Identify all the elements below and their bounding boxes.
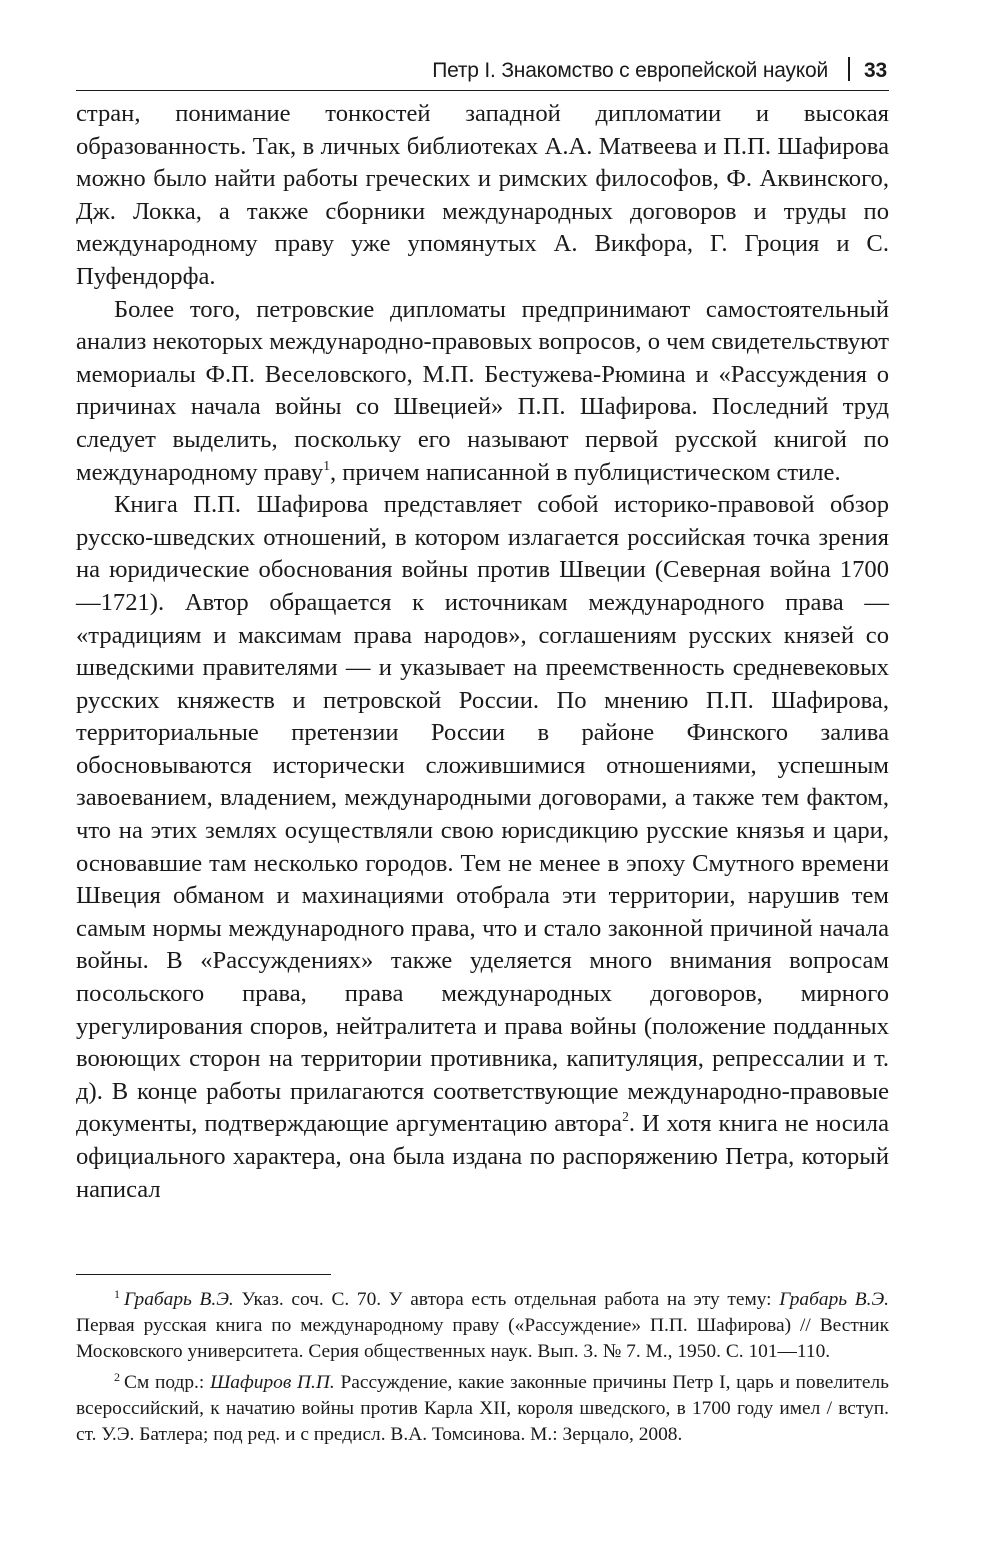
- footnote-2-author: Шафиров П.П.: [210, 1372, 335, 1393]
- footnote-2-mark: 2: [114, 1370, 121, 1385]
- header-rule: [76, 90, 889, 91]
- main-text: [76, 98, 889, 1206]
- paragraph-3-tail: . И хотя книга не носила официального характера, она была издана по распоряжению Петра, который написал: [76, 1110, 889, 1203]
- footnote-1-text: Указ. соч. С. 70. У автора есть отдельная работа на эту тему:: [233, 1289, 780, 1310]
- footnote-1-author-2: Грабарь В.Э.: [779, 1289, 890, 1310]
- paragraph-2-text: Более того, петровские дипломаты предпринимают самостоятельный анализ некоторых международно-правовых вопросов, о чем свидетельствуют мемориалы Ф.П. Веселовского, М.П. Бестужева-Рюмина и «Рассуждения о причинах начала войны со Швецией» П.П. Шафирова. Последний труд следует выделить, поскольку его называют первой русской книгой по международному праву: [76, 295, 889, 486]
- footnote-1-text-2: Первая русская книга по международному праву («Рассуждение» П.П. Шафирова) // Вестник Московского университета. Серия общественных наук. Вып. 3. № 7. М., 1950. С. 101—110.: [76, 1315, 889, 1362]
- running-header: [76, 54, 889, 88]
- footnote-2-text: См подр.:: [124, 1372, 211, 1393]
- book-page: [76, 0, 889, 1565]
- footnote-ref-2: 2: [622, 1109, 629, 1125]
- footnote-1: [76, 1287, 889, 1365]
- footnote-2-text-2: Рассуждение, какие законные причины Петр I, царь и повелитель всероссийский, к начатию войны против Карла XII, короля шведского, в 1700 году имел / вступ. ст. У.Э. Батлера; под ред. и с предисл. В.А. Томсинова. М.: Зерцало, 2008.: [76, 1372, 889, 1445]
- paragraph-3: [76, 489, 889, 1206]
- footnotes: [76, 1287, 889, 1448]
- footnote-ref-1: 1: [323, 457, 330, 473]
- footnote-rule: [76, 1274, 331, 1275]
- footnote-2: [76, 1370, 889, 1448]
- chapter-title: Петр I. Знакомство с европейской наукой: [432, 59, 829, 82]
- footnote-1-author: Грабарь В.Э.: [124, 1289, 234, 1310]
- paragraph-2: [76, 294, 889, 490]
- header-separator: [848, 57, 850, 81]
- paragraph-1: стран, понимание тонкостей западной дипломатии и высокая образованность. Так, в личных библиотеках А.А. Матвеева и П.П. Шафирова можно было найти работы греческих и римских философов, Ф. Аквинского, Дж. Локка, а также сборники международных договоров и труды по международному праву уже упомянутых А. Викфора, Г. Гроция и С. Пуфендорфа.: [76, 100, 889, 290]
- footnote-1-mark: 1: [114, 1287, 121, 1302]
- page-number: 33: [864, 59, 887, 82]
- paragraph-3-text: Книга П.П. Шафирова представляет собой историко-правовой обзор русско-шведских отношений, в котором излагается российская точка зрения на юридические обоснования войны против Швеции (Северная война 1700—1721). Автор обращается к источникам международного права — «традициям и максимам права народов», соглашениям русских князей со шведскими правителями — и указывает на преемственность средневековых русских княжеств и петровской России. По мнению П.П. Шафирова, территориальные претензии России в районе Финского залива обосновываются исторически сложившимися отношениями, успешным завоеванием, владением, международными договорами, а также тем фактом, что на этих землях осуществляли свою юрисдикцию русские князья и цари, основавшие там несколько городов. Тем не менее в эпоху Смутного времени Швеция обманом и махинациями отобрала эти территории, нарушив тем самым нормы международного права, что и стало законной причиной начала войны. В «Рассуждениях» также уделяется много внимания вопросам посольского права, права международных договоров, мирного урегулирования споров, нейтралитета и права войны (положение подданных воюющих сторон на территории противника, капитуляция, репрессалии и т. д). В конце работы прилагаются соответствующие международно-правовые документы, подтверждающие аргументацию автора: [76, 491, 889, 1138]
- paragraph-2-tail: , причем написанной в публицистическом стиле.: [329, 458, 841, 486]
